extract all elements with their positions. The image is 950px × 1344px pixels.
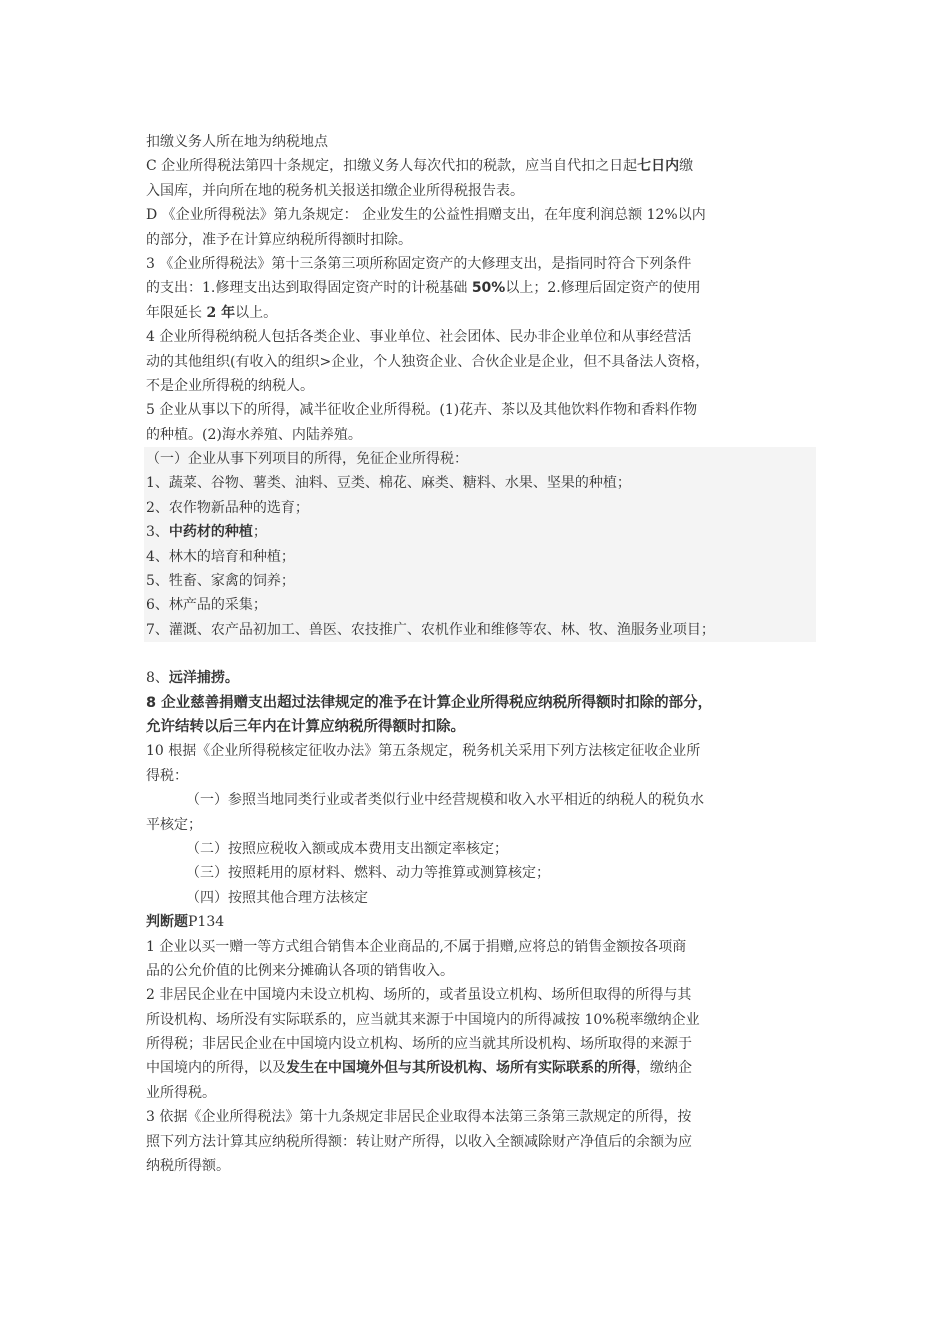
paragraph	[146, 935, 814, 984]
text-line	[146, 959, 814, 983]
text-run: 8、	[146, 670, 169, 687]
text-line	[146, 788, 814, 812]
text-line	[146, 520, 816, 544]
text-run: （二）按照应税收入额或成本费用支出额定率核定；	[186, 840, 508, 857]
text-run: 7、灌溉、农产品初加工、兽医、农技推广、农机作业和维修等农、林、牧、渔服务业项目；	[146, 621, 715, 638]
text-line	[146, 837, 814, 861]
text-line	[146, 691, 814, 715]
text-run: 以上。	[235, 304, 278, 321]
text-line	[146, 1008, 814, 1032]
text-line	[146, 1056, 814, 1080]
text-run: 6、林产品的采集；	[146, 597, 267, 614]
paragraph	[146, 666, 814, 690]
shaded-list-block	[144, 447, 816, 642]
text-line	[146, 496, 816, 520]
text-run: 以上；2.修理后固定资产的使用	[505, 280, 701, 297]
text-line	[146, 447, 816, 471]
text-run: 的种植。(2)海水养殖、内陆养殖。	[146, 426, 362, 443]
text-line	[146, 374, 814, 398]
text-run: 3 《企业所得税法》第十三条第三项所称固定资产的大修理支出，是指同时符合下列条件	[146, 255, 692, 272]
bold-text: 中药材的种植	[168, 524, 253, 541]
text-run: P134	[188, 914, 225, 931]
text-run: 的支出：1.修理支出达到取得固定资产时的计税基础	[146, 280, 472, 297]
paragraph	[146, 691, 814, 740]
paragraph	[146, 398, 814, 447]
text-run: 业所得税。	[146, 1084, 216, 1101]
text-run: 平核定；	[146, 816, 202, 833]
text-line	[146, 545, 816, 569]
text-line	[146, 301, 814, 325]
text-run: 所设机构、场所没有实际联系的，应当就其来源于中国境内的所得减按 10%税率缴纳企业	[146, 1011, 700, 1028]
text-run: 8 企业慈善捐赠支出超过法律规定的准予在计算企业所得税应纳税所得额时扣除的部分，	[146, 694, 713, 711]
text-line	[146, 228, 814, 252]
text-run: 得税：	[146, 767, 188, 784]
text-run: D 《企业所得税法》第九条规定： 企业发生的公益性捐赠支出，在年度利润总额 12%以内	[146, 207, 706, 224]
text-line	[146, 569, 816, 593]
text-line	[146, 398, 814, 422]
text-run: 1、蔬菜、谷物、薯类、油料、豆类、棉花、麻类、糖料、水果、坚果的种植；	[146, 475, 631, 492]
text-line	[146, 130, 814, 154]
paragraph	[146, 325, 814, 398]
paragraph	[146, 739, 814, 788]
text-run: 照下列方法计算其应纳税所得额：转让财产所得，以收入全额减除财产净值后的余额为应	[146, 1133, 692, 1150]
text-line	[146, 471, 816, 495]
bold-text: 七日内	[637, 158, 680, 175]
text-line	[146, 276, 814, 300]
text-run: 年限延长	[146, 304, 207, 321]
text-line	[146, 1154, 814, 1178]
text-line	[146, 1105, 814, 1129]
text-run: ，缴纳企	[636, 1060, 692, 1077]
text-run: 5 企业从事以下的所得，减半征收企业所得税。(1)花卉、茶以及其他饮料作物和香料作物	[146, 402, 698, 419]
paragraph	[146, 154, 814, 203]
text-run: C 企业所得税法第四十条规定，扣缴义务人每次代扣的税款，应当自代扣之日起	[146, 158, 638, 175]
text-line	[146, 593, 816, 617]
bold-text: 2 年	[206, 304, 236, 321]
paragraph	[146, 130, 814, 154]
bold-text: 远洋捕捞。	[168, 670, 239, 687]
text-line	[146, 813, 814, 837]
text-run: 中国境内的所得，以及	[146, 1060, 286, 1077]
text-run: 2、农作物新品种的选育；	[146, 499, 309, 516]
text-run: 3 依据《企业所得税法》第十九条规定非居民企业取得本法第三条第三款规定的所得，按	[146, 1109, 692, 1126]
text-run: 品的公允价值的比例来分摊确认各项的销售收入。	[146, 962, 454, 979]
text-run: 所得税；非居民企业在中国境内设立机构、场所的应当就其所设机构、场所取得的来源于	[146, 1036, 692, 1053]
text-run: 扣缴义务人所在地为纳税地点	[146, 134, 328, 150]
text-line	[146, 203, 814, 227]
bold-text: 发生在中国境外但与其所设机构、场所有实际联系的所得	[286, 1060, 636, 1077]
text-line	[146, 154, 814, 178]
text-run: （三）按照耗用的原材料、燃料、动力等推算或测算核定；	[186, 865, 550, 882]
text-line	[146, 252, 814, 276]
text-run: 2 非居民企业在中国境内未设立机构、场所的，或者虽设立机构、场所但取得的所得与其	[146, 987, 692, 1004]
text-line	[146, 983, 814, 1007]
text-line	[146, 715, 814, 739]
text-line	[146, 423, 814, 447]
text-run: 4、林木的培育和种植；	[146, 548, 295, 565]
text-run: 纳税所得额。	[146, 1158, 230, 1175]
text-run: ；	[252, 524, 267, 541]
paragraph	[146, 252, 814, 325]
text-run: 允许结转以后三年内在计算应纳税所得额时扣除。	[146, 718, 465, 735]
blank-line	[146, 642, 814, 666]
text-line	[146, 1081, 814, 1105]
text-line	[146, 1032, 814, 1056]
text-line	[146, 1130, 814, 1154]
text-line	[146, 886, 814, 910]
bold-text: 判断题	[146, 914, 188, 931]
text-line	[146, 325, 814, 349]
text-run: 3、	[146, 524, 169, 541]
paragraph	[146, 203, 814, 252]
text-line	[146, 666, 814, 690]
text-run: 入国库，并向所在地的税务机关报送扣缴企业所得税报告表。	[146, 182, 524, 199]
text-line	[146, 861, 814, 885]
text-run: 不是企业所得税的纳税人。	[146, 377, 314, 394]
text-run: （一）参照当地同类行业或者类似行业中经营规模和收入水平相近的纳税人的税负水	[186, 792, 704, 809]
paragraph	[146, 1105, 814, 1178]
paragraph	[146, 788, 814, 910]
text-run: 的部分，准予在计算应纳税所得额时扣除。	[146, 231, 412, 248]
text-line	[146, 618, 816, 642]
text-line	[146, 935, 814, 959]
paragraph	[146, 983, 814, 1105]
bold-text: 50%	[471, 280, 506, 297]
text-line	[146, 739, 814, 763]
text-run: 1 企业以买一赠一等方式组合销售本企业商品的,不属于捐赠,应将总的销售金额按各项商	[146, 938, 687, 955]
text-run: 缴	[679, 158, 694, 175]
text-run: 动的其他组织(有收入的组织>企业，个人独资企业、合伙企业是企业，但不具备法人资格，	[146, 353, 710, 370]
text-line	[146, 350, 814, 374]
document-body	[146, 130, 814, 1178]
paragraph	[146, 910, 814, 934]
text-line	[146, 179, 814, 203]
text-run: （四）按照其他合理方法核定	[186, 889, 368, 906]
text-run: 5、牲畜、家禽的饲养；	[146, 573, 295, 590]
text-run: 10 根据《企业所得税核定征收办法》第五条规定，税务机关采用下列方法核定征收企业所	[146, 743, 701, 760]
text-line	[146, 764, 814, 788]
text-run: （一）企业从事下列项目的所得，免征企业所得税：	[146, 451, 468, 468]
text-line	[146, 910, 814, 934]
text-run: 4 企业所得税纳税人包括各类企业、事业单位、社会团体、民办非企业单位和从事经营活	[146, 329, 692, 346]
